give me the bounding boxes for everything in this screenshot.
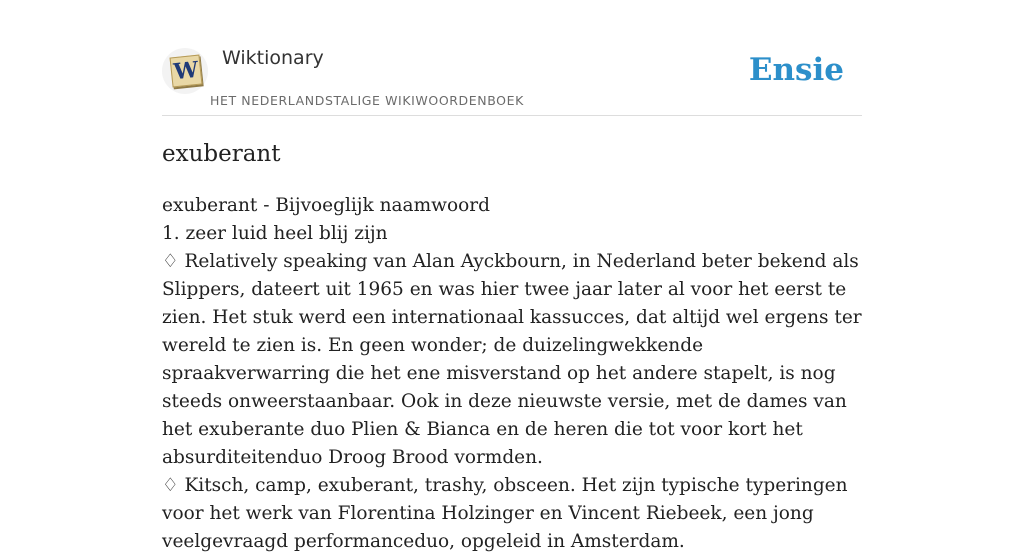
header-divider	[162, 115, 862, 116]
site-header	[162, 44, 862, 116]
page-title: exuberant	[162, 141, 281, 167]
site-tagline: HET NEDERLANDSTALIGE WIKIWOORDENBOEK	[210, 93, 524, 108]
site-name[interactable]: Wiktionary	[222, 47, 324, 69]
entry-content	[162, 192, 868, 556]
example-quote: ♢ Kitsch, camp, exuberant, trashy, obsceen. Het zijn typische typeringen voor het werk van Florentina Holzinger en Vincent Riebeek, een jong veelgevraagd performanceduo, opgeleid in Amsterdam.	[162, 475, 848, 552]
part-of-speech-line: exuberant - Bijvoeglijk naamwoord	[162, 195, 490, 216]
ensie-brand-link[interactable]: Ensie	[748, 52, 844, 88]
logo-letter: W	[172, 56, 200, 86]
logo-tile	[170, 55, 203, 88]
wiktionary-logo-icon[interactable]	[162, 48, 208, 94]
example-quote: ♢ Relatively speaking van Alan Ayckbourn, in Nederland beter bekend als Slippers, dateert uit 1965 en was hier twee jaar later al voor het eerst te zien. Het stuk werd een internationaal kassucces, dat altijd wel ergens ter wereld te zien is. En geen wonder; de duizelingwekkende spraakverwarring die het ene misverstand op het andere stapelt, is nog steeds onweerstaanbaar. Ook in deze nieuwste versie, met de dames van het exuberante duo Plien & Bianca en de heren die tot voor kort het absurditeitenduo Droog Brood vormden.	[162, 251, 862, 468]
definition: 1. zeer luid heel blij zijn	[162, 223, 388, 244]
